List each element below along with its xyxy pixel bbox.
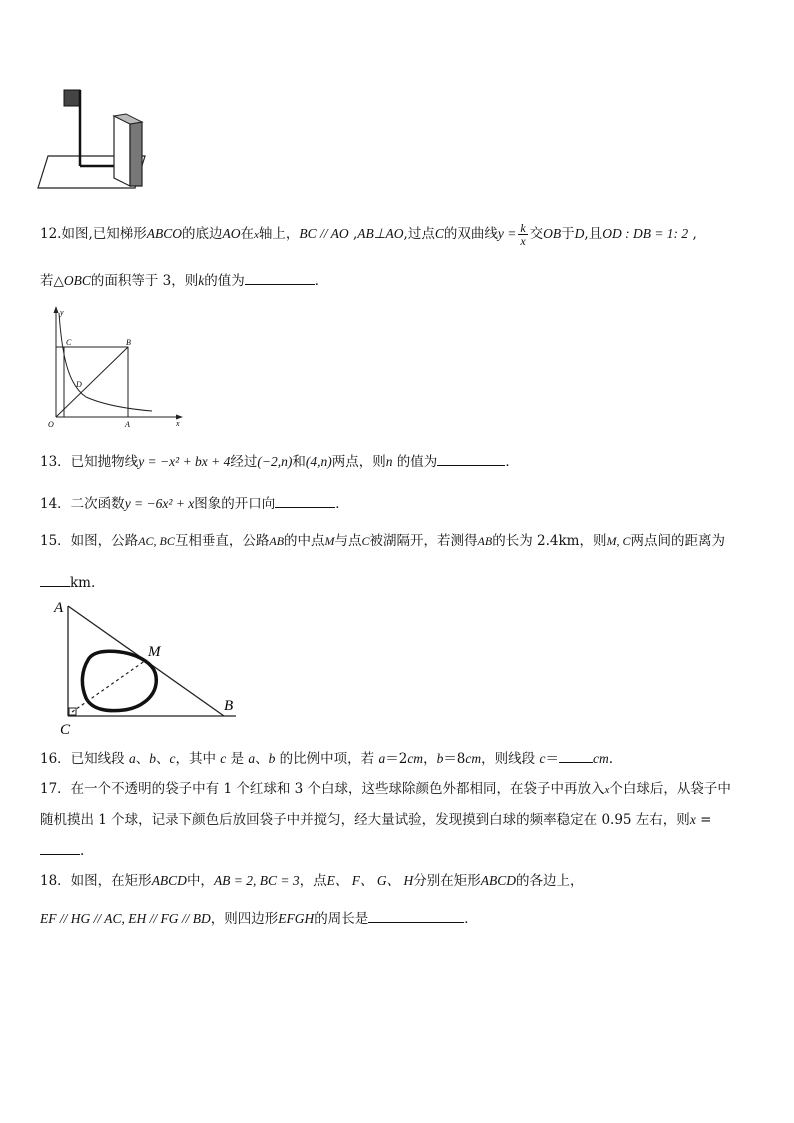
y-axis-arrow <box>54 306 59 313</box>
q15-line1: 15．如图，公路AC, BC互相垂直，公路AB的中点M与点C被湖隔开，若测得AB的长为 2.4km，则M, C两点间的距离为 <box>40 533 725 549</box>
q15-figure <box>50 598 250 740</box>
lake <box>82 651 156 710</box>
flag <box>64 90 80 106</box>
q11-figure <box>40 86 160 196</box>
k-over-x-fraction: $\frac{k}{x}$ <box>520 221 526 248</box>
wall-side <box>130 122 142 186</box>
q12-answer-blank[interactable] <box>245 272 315 285</box>
q16-line: 16．已知线段 a、b、c，其中 c 是 a、b 的比例中项，若 a＝2cm，b＝8cm，则线段 c＝ cm. <box>40 751 613 767</box>
q12-line1: 12.如图,已知梯形ABCO的底边AO在x轴上，BC // AO ,AB⊥AO,过点C的双曲线y = $\frac{k}{x}$ 交OB于D,且OD : DB = 1: 2 , <box>40 221 697 248</box>
hyperbola-curve <box>59 313 152 411</box>
label-b: B <box>224 698 234 714</box>
label-a: A <box>54 600 64 616</box>
q13-answer-blank[interactable] <box>437 453 505 466</box>
label-m: M <box>148 644 161 660</box>
label-x: x <box>176 419 180 428</box>
q17-line1: 17．在一个不透明的袋子中有 1 个红球和 3 个白球，这些球除颜色外都相同，在袋子中再放入x个白球后，从袋子中 <box>40 781 731 797</box>
wall-front <box>114 116 130 186</box>
label-y: y <box>60 308 64 317</box>
label-b: B <box>126 338 131 347</box>
label-d: D <box>76 380 82 389</box>
q12-figure <box>42 305 187 430</box>
q15-line2: km. <box>40 574 95 591</box>
q18-line2: EF // HG // AC, EH // FG // BD，则四边形EFGH的周长是 ． <box>40 911 478 927</box>
q14-line: 14．二次函数y = −6x² + x图象的开口向 ． <box>40 496 349 512</box>
q16-answer-blank[interactable] <box>559 750 593 763</box>
label-c: C <box>60 722 71 738</box>
label-c: C <box>66 338 72 347</box>
q17-answer-blank[interactable] <box>40 842 80 855</box>
label-a: A <box>125 420 130 429</box>
q18-line1: 18．如图，在矩形ABCD中，AB = 2, BC = 3，点E、 F、 G、 H分别在矩形ABCD的各边上， <box>40 873 584 889</box>
q15-answer-blank[interactable] <box>40 574 70 587</box>
label-o: O <box>48 420 54 429</box>
q14-answer-blank[interactable] <box>275 495 335 508</box>
q12-line2: 若△OBC的面积等于 3，则k的值为 ． <box>40 273 329 289</box>
q13-line: 13．已知抛物线y = −x² + bx + 4经过(−2,n)和(4,n)两点，则n 的值为 ． <box>40 454 519 470</box>
q17-line3: . <box>40 842 84 859</box>
q17-line2: 随机摸出 1 个球，记录下颜色后放回袋子中并搅匀，经大量试验，发现摸到白球的频率稳定在 0.95 左右，则x = <box>40 812 712 828</box>
q18-answer-blank[interactable] <box>368 910 464 923</box>
